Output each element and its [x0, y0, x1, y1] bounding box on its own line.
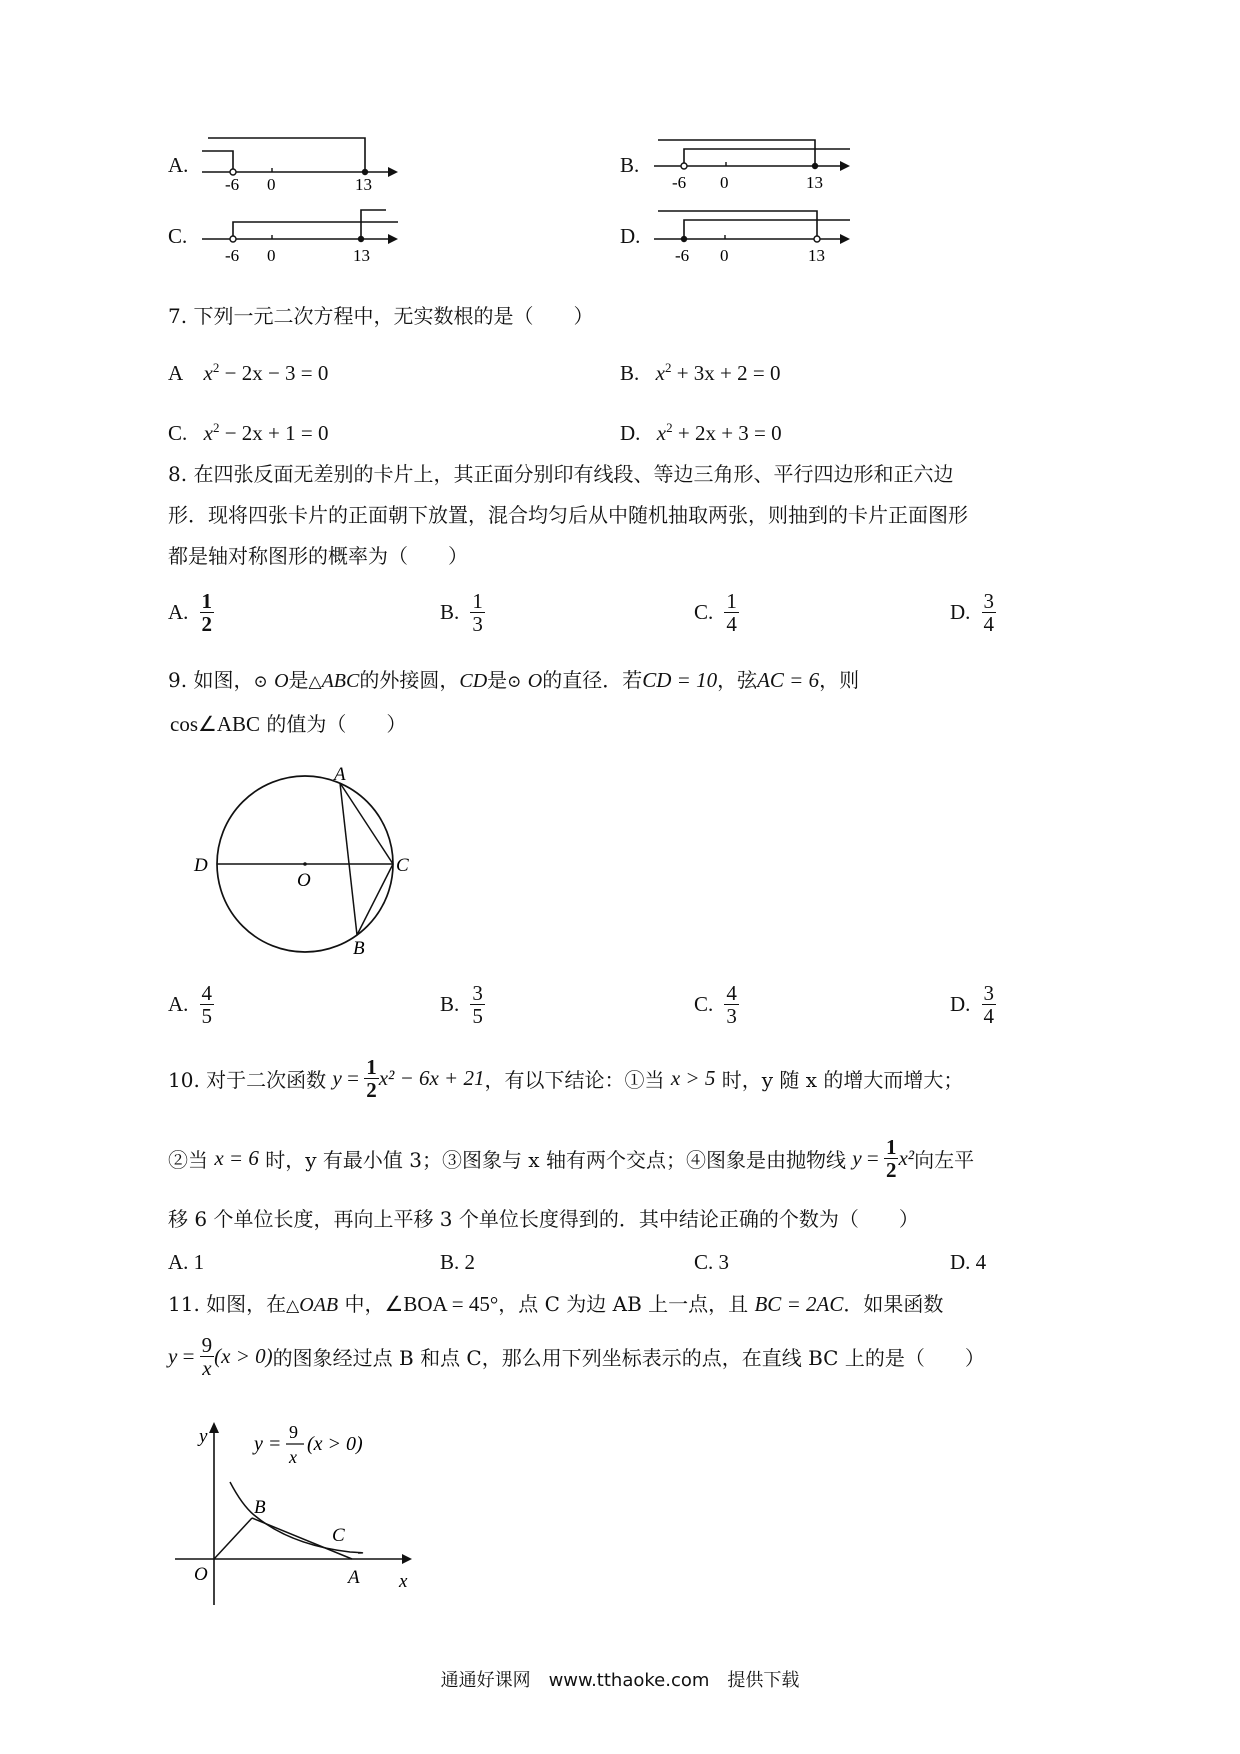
svg-text:0: 0: [267, 246, 276, 263]
number-line-a: [198, 132, 408, 192]
option-label: C.: [168, 224, 188, 248]
tick-13: 13: [355, 175, 372, 192]
label-a: A: [334, 764, 346, 785]
option-label: D.: [620, 224, 641, 248]
label-b: B: [353, 938, 365, 959]
label-o: O: [194, 1564, 208, 1585]
option-label: A.: [168, 153, 189, 177]
chord-bc: [357, 864, 393, 935]
fn-label-num: 9: [289, 1422, 298, 1442]
q11-line2: y = $\frac{9}{x}$ (x > 0)的图象经过点 B 和点 C，那么用下列坐标表示的点，在直线 BC 上的是（ ）: [168, 1333, 985, 1380]
label-x: x: [399, 1571, 408, 1592]
svg-text:13: 13: [808, 246, 825, 263]
q8-option-a: A. $\frac{1}{2}$: [168, 589, 213, 636]
q8-line1: 8. 在四张反面无差别的卡片上，其正面分别印有线段、等边三角形、平行四边形和正六边: [168, 462, 954, 486]
fn-label-domain: (x > 0): [307, 1433, 363, 1455]
label-a: A: [348, 1567, 360, 1588]
label-d: D: [194, 855, 208, 876]
label-y: y: [199, 1426, 208, 1447]
number-line-d: [650, 203, 860, 263]
q8-option-c: C. $\frac{1}{4}$: [694, 589, 737, 636]
label-b: B: [254, 1497, 266, 1518]
fn-label-den: x: [289, 1447, 297, 1467]
q10-option-d: D. 4: [950, 1250, 987, 1274]
tick-neg6: -6: [225, 175, 240, 192]
q9-circle-figure: [170, 750, 410, 970]
q8-line2: 形．现将四张卡片的正面朝下放置，混合均匀后从中随机抽取两张，则抽到的卡片正面图形: [168, 503, 968, 527]
q9-line2: cos∠ABC 的值为（ ）: [170, 712, 407, 736]
label-o: O: [297, 870, 311, 891]
page-footer: 通通好课网 www.tthaoke.com 提供下载: [440, 1670, 800, 1691]
svg-text:-6: -6: [225, 246, 240, 263]
svg-text:13: 13: [806, 173, 823, 192]
q8-option-d: D. $\frac{3}{4}$: [950, 589, 995, 636]
q7-stem: 7. 下列一元二次方程中，无实数根的是（ ）: [168, 304, 594, 328]
q11-graph-figure: [170, 1400, 470, 1620]
q10-line1: 10. 对于二次函数 y = $\frac{1}{2}$ x² − 6x + 21，有以下结论：①当 x > 5 时，y 随 x 的增大而增大；: [168, 1055, 964, 1102]
tick-0: 0: [267, 175, 276, 192]
number-line-b: [650, 132, 860, 192]
q9-option-c: C. $\frac{4}{3}$: [694, 981, 737, 1028]
svg-text:0: 0: [720, 173, 729, 192]
segment-ob: [214, 1518, 252, 1559]
fn-label-y: y =: [254, 1433, 282, 1455]
label-c: C: [332, 1525, 345, 1546]
q8-option-b: B. $\frac{1}{3}$: [440, 589, 483, 636]
q10-line2: ②当 x = 6 时，y 有最小值 3；③图象与 x 轴有两个交点；④图象是由抛物线 y = $\frac{1}{2}$ x²向左平: [168, 1135, 975, 1182]
q9-option-b: B. $\frac{3}{5}$: [440, 981, 483, 1028]
q10-line3: 移 6 个单位长度，再向上平移 3 个单位长度得到的．其中结论正确的个数为（ ）: [168, 1207, 919, 1231]
q10-option-a: A. 1: [168, 1250, 205, 1274]
label-c: C: [396, 855, 409, 876]
option-label: B.: [620, 153, 640, 177]
q9-line1: 9. 如图，⊙ O是△ABC的外接圆，CD是⊙ O的直径．若CD = 10，弦AC = 6，则: [168, 668, 860, 692]
number-line-c: [198, 203, 408, 263]
svg-text:-6: -6: [672, 173, 687, 192]
svg-text:-6: -6: [675, 246, 690, 263]
q7-option-b: B. $x^2 + 3x + 2 = 0$: [620, 360, 781, 385]
q7-option-d: D. $x^2 + 2x + 3 = 0$: [620, 420, 782, 445]
svg-text:0: 0: [720, 246, 729, 263]
q7-option-c: C. $x^2 - 2x + 1 = 0$: [168, 420, 329, 445]
q9-option-a: A. $\frac{4}{5}$: [168, 981, 213, 1028]
svg-text:13: 13: [353, 246, 370, 263]
q11-line1: 11. 如图，在△OAB 中，∠BOA = 45°，点 C 为边 AB 上一点，且 BC = 2AC．如果函数: [168, 1292, 944, 1316]
q10-option-c: C. 3: [694, 1250, 730, 1274]
q9-option-d: D. $\frac{3}{4}$: [950, 981, 995, 1028]
q8-line3: 都是轴对称图形的概率为（ ）: [168, 544, 468, 568]
q10-option-b: B. 2: [440, 1250, 476, 1274]
q7-option-a: A $x^2 - 2x - 3 = 0$: [168, 360, 329, 385]
